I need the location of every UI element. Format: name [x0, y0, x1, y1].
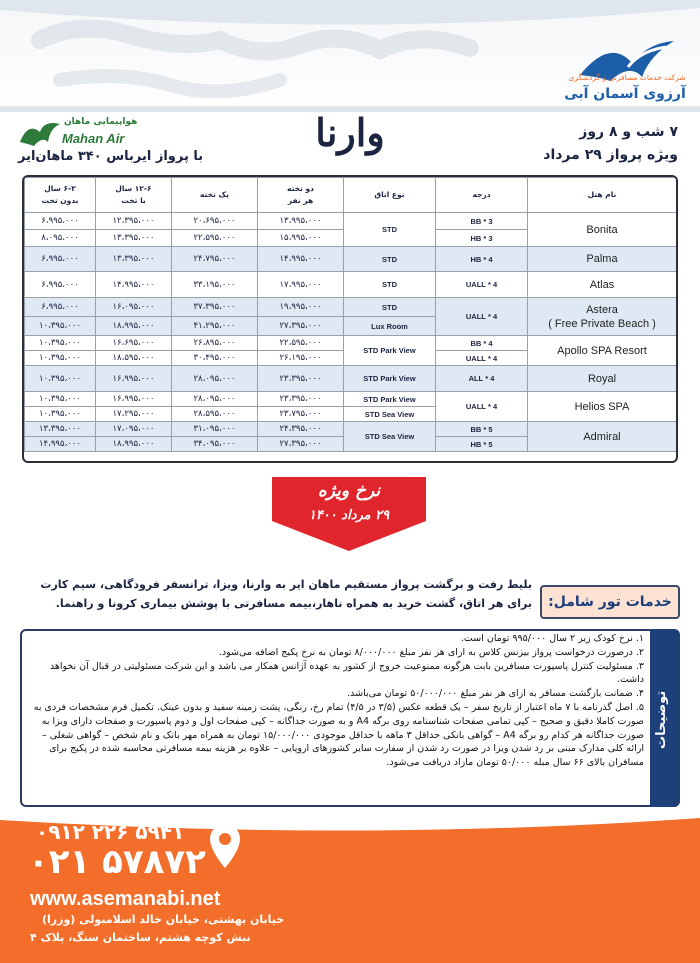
phone-number[interactable]: ۰۲۱ ۵۷۸۷۲ — [28, 842, 206, 882]
price-double: ۲۳،۷۹۵،۰۰۰ — [258, 407, 344, 422]
notes-label: توضیحات — [654, 690, 669, 750]
price-double: ۲۷،۳۹۵،۰۰۰ — [258, 437, 344, 452]
grade: 3 * HB — [436, 230, 528, 247]
price-child-nobed: ۱۰،۳۹۵،۰۰۰ — [25, 407, 96, 422]
services-text: بلیط رفت و برگشت پرواز مستقیم ماهان ایر به وارنا، ویزا، ترانسفر فرودگاهی، سیم کارت برای هر اتاق، گشت خرید به همراه ناهار،بیمه مسافرتی با پوشش بیماری کرونا و راهنما. — [40, 578, 532, 610]
price-single: ۲۴،۷۹۵،۰۰۰ — [172, 247, 258, 272]
price-single: ۴۱،۲۹۵،۰۰۰ — [172, 317, 258, 336]
grade: 5 * HB — [436, 437, 528, 452]
price-child-nobed: ۱۰،۳۹۵،۰۰۰ — [25, 351, 96, 366]
room-type: STD — [344, 247, 436, 272]
price-child-bed: ۱۳،۳۹۵،۰۰۰ — [96, 247, 172, 272]
hotel-name — [528, 298, 677, 336]
price-child-nobed: ۶،۹۹۵،۰۰۰ — [25, 298, 96, 317]
price-child-bed: ۱۶،۹۹۵،۰۰۰ — [96, 392, 172, 407]
price-child-bed: ۱۸،۹۹۵،۰۰۰ — [96, 437, 172, 452]
col-child-bed — [96, 178, 172, 213]
tour-duration: ۷ شب و ۸ روز — [579, 124, 678, 140]
grade: 4 * BB — [436, 336, 528, 351]
price-single: ۲۰،۶۹۵،۰۰۰ — [172, 213, 258, 230]
price-child-nobed: ۱۳،۳۹۵،۰۰۰ — [25, 422, 96, 437]
price-double: ۲۷،۳۹۵،۰۰۰ — [258, 317, 344, 336]
hotel-name: Apollo SPA Resort — [528, 336, 677, 366]
hotel-name: Helios SPA — [528, 392, 677, 422]
price-child-nobed: ۶،۹۹۵،۰۰۰ — [25, 247, 96, 272]
price-double: ۱۳،۹۹۵،۰۰۰ — [258, 213, 344, 230]
price-double: ۱۷،۹۹۵،۰۰۰ — [258, 272, 344, 298]
note-item: ۳. مسئولیت کنترل پاسپورت مسافرین بابت هرگونه ممنوعیت خروج از کشور به عهده آژانس همکار می باشد و این شرکت مسئولیتی در قبال آن نخواهد داشت. — [49, 660, 644, 686]
price-table — [22, 175, 678, 463]
price-single: ۲۶،۸۹۵،۰۰۰ — [172, 336, 258, 351]
hotel-name: Atlas — [528, 272, 677, 298]
price-child-nobed: ۱۴،۹۹۵،۰۰۰ — [25, 437, 96, 452]
grade: 4 * ALL — [436, 366, 528, 392]
room-type: STD — [344, 213, 436, 247]
price-double: ۲۳،۳۹۵،۰۰۰ — [258, 392, 344, 407]
airline-name-fa: هواپیمایی ماهان — [64, 117, 138, 127]
airline-name-en: Mahan Air — [62, 131, 125, 146]
grade: 5 * BB — [436, 422, 528, 437]
price-single: ۲۸،۰۹۵،۰۰۰ — [172, 366, 258, 392]
price-double: ۱۵،۹۹۵،۰۰۰ — [258, 230, 344, 247]
price-single: ۲۲،۵۹۵،۰۰۰ — [172, 230, 258, 247]
price-child-nobed: ۱۰،۳۹۵،۰۰۰ — [25, 336, 96, 351]
price-double: ۲۶،۱۹۵،۰۰۰ — [258, 351, 344, 366]
price-child-bed: ۱۲،۳۹۵،۰۰۰ — [96, 213, 172, 230]
grade: 4 * UALL — [436, 298, 528, 336]
price-child-bed: ۱۷،۲۹۵،۰۰۰ — [96, 407, 172, 422]
price-child-nobed: ۶،۹۹۵،۰۰۰ — [25, 272, 96, 298]
mobile-number[interactable]: ۰۹۱۲ ۲۲۶ ۵۹۴۱ — [36, 820, 185, 844]
table-row — [25, 247, 677, 272]
hotel-name-line1: Astera — [586, 303, 618, 316]
grade: 4 * UALL — [436, 392, 528, 422]
price-child-bed: ۱۸،۹۹۵،۰۰۰ — [96, 317, 172, 336]
address-line-2: نبش کوچه هشتم، ساختمان سنگ، پلاک ۴ — [30, 931, 251, 944]
brand-subtitle: شرکت خدمات مسافرتی و گردشگری — [568, 73, 686, 82]
note-item: ۱. نرخ کودک زیر ۲ سال ۹۹۵/۰۰۰ تومان است. — [460, 633, 644, 644]
grade: 4 * UALL — [436, 272, 528, 298]
room-type: STD Sea View — [344, 422, 436, 452]
price-child-bed: ۱۶،۶۹۵،۰۰۰ — [96, 336, 172, 351]
col-double-l1: دو تخته — [287, 184, 314, 193]
hotel-name: Royal — [528, 366, 677, 392]
table-header-row — [25, 178, 677, 213]
website-link[interactable]: www.asemanabi.net — [30, 888, 221, 910]
grade: 4 * HB — [436, 247, 528, 272]
col-child-nobed — [25, 178, 96, 213]
flight-note: با پرواز ایرباس ۳۴۰ ماهان‌ایر — [18, 149, 204, 164]
room-type: STD — [344, 298, 436, 317]
room-type: STD Sea View — [344, 407, 436, 422]
price-double: ۱۴،۹۹۵،۰۰۰ — [258, 247, 344, 272]
price-child-bed: ۱۶،۹۹۵،۰۰۰ — [96, 366, 172, 392]
room-type: STD Park View — [344, 366, 436, 392]
price-single: ۳۷،۳۹۵،۰۰۰ — [172, 298, 258, 317]
col-room: نوع اتاق — [344, 178, 436, 213]
price-child-bed: ۱۴،۹۹۵،۰۰۰ — [96, 272, 172, 298]
note-item: ۴. ضمانت بازگشت مسافر به ازای هر نفر مبلغ ۵۰/۰۰۰/۰۰۰ تومان می‌باشد. — [347, 688, 644, 700]
price-child-nobed: ۸،۰۹۵،۰۰۰ — [25, 230, 96, 247]
hotel-name: Palma — [528, 247, 677, 272]
grade: 3 * BB — [436, 213, 528, 230]
flight-date: ویژه پرواز ۲۹ مرداد — [543, 147, 678, 163]
brand-name: آرزوی آسمان آبی — [564, 86, 686, 102]
table-row — [25, 392, 677, 407]
address-line-1: خیابان بهشتی، خیابان خالد اسلامبولی (وزرا) — [42, 913, 285, 926]
price-child-nobed: ۶،۹۹۵،۰۰۰ — [25, 213, 96, 230]
col-child-bed-l1: ۱۲-۶ سال — [115, 184, 152, 193]
price-child-bed: ۱۶،۰۹۵،۰۰۰ — [96, 298, 172, 317]
price-child-nobed: ۱۰،۳۹۵،۰۰۰ — [25, 392, 96, 407]
col-double — [258, 178, 344, 213]
grade: 4 * UALL — [436, 351, 528, 366]
price-child-bed: ۱۸،۵۹۵،۰۰۰ — [96, 351, 172, 366]
price-single: ۲۸،۵۹۵،۰۰۰ — [172, 407, 258, 422]
special-price-date: ۲۹ مرداد ۱۴۰۰ — [308, 508, 390, 523]
col-grade: درجه — [436, 178, 528, 213]
room-type: STD — [344, 272, 436, 298]
price-double: ۲۳،۳۹۵،۰۰۰ — [258, 366, 344, 392]
col-hotel: نام هتل — [528, 178, 677, 213]
mahan-air-logo-icon — [18, 118, 62, 152]
col-child-nobed-l2: بدون تخت — [41, 196, 79, 205]
price-child-nobed: ۱۰،۳۹۵،۰۰۰ — [25, 317, 96, 336]
special-price-title: نرخ ویژه — [317, 481, 381, 501]
page-title: وارنا — [315, 110, 385, 155]
price-single: ۲۸،۰۹۵،۰۰۰ — [172, 392, 258, 407]
price-double: ۲۴،۳۹۵،۰۰۰ — [258, 422, 344, 437]
room-type: Lux Room — [344, 317, 436, 336]
price-child-bed: ۱۳،۳۹۵،۰۰۰ — [96, 230, 172, 247]
table-row — [25, 298, 677, 317]
price-single: ۳۳،۱۹۵،۰۰۰ — [172, 272, 258, 298]
hotel-name: Bonita — [528, 213, 677, 247]
col-child-bed-l2: با تخت — [121, 196, 146, 205]
col-double-l2: هر نفر — [287, 196, 314, 205]
table-row — [25, 366, 677, 392]
note-item: ۵. اصل گذرنامه با ۷ ماه اعتبار از تاریخ سفر – یک قطعه عکس (۳/۵ در ۴/۵) تمام رخ، رنگی، پشت زمینه سفید و بدون عینک. تکمیل فرم مشخصات فردی به صورت کاملا دقیق و صحیح – کپی تمامی صفحات شناسنامه روی برگه A4 و به صورت جداگانه – کپی صفحات اول و دوم پاسپورت و صفحات دارای ویزا به صورت جداگانه هر کدام رو برگه A4 – گواهی بانکی حداقل ۳ ماهه با حداقل موجودی ۱۵/۰۰۰/۰۰۰ تومان به همراه مهر بانک و نام شخص – گواهی شغلی – ارائه کلی مدارک مبنی بر رد شدن ویزا در صورت رد شدن از سفارت سایر کشورهای اروپایی – علاوه بر هزینه بیمه مسافرتی محاسبه شده در پکیج برای مسافران بالای ۶۶ سال مبله ۵۰/۰۰۰ تومان مازاد دریافت می‌شود. — [33, 701, 644, 769]
table-row — [25, 422, 677, 437]
hotel-name: Admiral — [528, 422, 677, 452]
price-double: ۲۲،۵۹۵،۰۰۰ — [258, 336, 344, 351]
room-type: STD Park View — [344, 392, 436, 407]
price-child-bed: ۱۷،۰۹۵،۰۰۰ — [96, 422, 172, 437]
notes-list — [30, 632, 644, 770]
col-single: یک تخته — [172, 178, 258, 213]
price-single: ۳۱،۰۹۵،۰۰۰ — [172, 422, 258, 437]
table-row — [25, 272, 677, 298]
col-child-nobed-l1: ۶-۲ سال — [44, 184, 76, 193]
room-type: STD Park View — [344, 336, 436, 366]
table-row — [25, 336, 677, 351]
price-double: ۱۹،۹۹۵،۰۰۰ — [258, 298, 344, 317]
services-label: خدمات تور شامل: — [540, 585, 680, 619]
price-single: ۳۴،۰۹۵،۰۰۰ — [172, 437, 258, 452]
location-pin-icon — [208, 822, 242, 870]
note-item: ۲. درصورت درخواست پرواز بیزنس کلاس به ازای هر نفر مبلغ ۸/۰۰۰/۰۰۰ تومان به نرخ پکیج اضافه می‌شود. — [218, 646, 644, 658]
hotel-name-line2: ( Free Private Beach ) — [548, 317, 656, 330]
price-child-nobed: ۱۰،۳۹۵،۰۰۰ — [25, 366, 96, 392]
price-single: ۳۰،۴۹۵،۰۰۰ — [172, 351, 258, 366]
table-row — [25, 213, 677, 230]
